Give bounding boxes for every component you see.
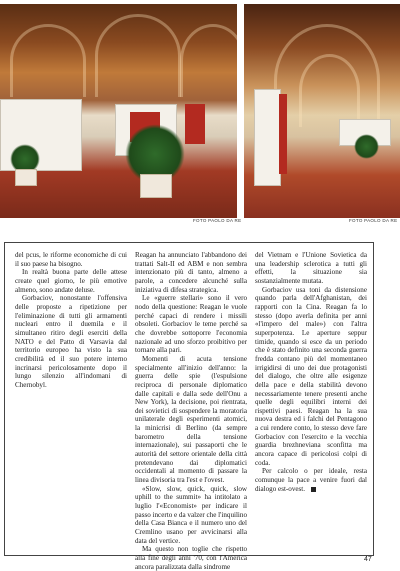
paragraph: del Vietnam e l'Unione Sovietica da una leadership sclerotica a tutti gli effetti, la situazione sia sostanzialmente mutata. (255, 251, 367, 285)
photo-credit-left: FOTO PAOLO DA RE (193, 218, 242, 223)
paragraph: Momenti di acuta tensione specialmente all'inizio dell'anno: la guerra delle spie (l'espulsione reciproca di personale diplomatico dalle capitali e dalla sede dell'Onu a New York), la decisione, poi rientrata, dei sovietici di sospendere la moratoria unilaterale degli esperimenti atomici, la minicrisi di Berlino (da sempre barometro della tensione internazionale), sui passaporti che le autorità del settore orientale della città pretendevano dai diplomatici occidentali al momento di passare la linea divisoria tra l'est e l'ovest. (135, 354, 247, 485)
exhibit-panel (254, 89, 281, 186)
paragraph: Reagan ha annunciato l'abbandono dei trattati Salt-II ed ABM e non sembra intenzionato più di tanto, almeno a parole, a concedere alcunché sulla iniziativa di difesa strategica. (135, 251, 247, 294)
arch-shape (10, 24, 86, 97)
closing-paragraph-text: Per calcolo o per ideale, resta comunque la pace a venire fuori dal dialogo est-ovest. (255, 467, 367, 493)
exhibit-stand (279, 94, 287, 174)
paragraph: In realtà buona parte delle attese create quel giorno, le più emotive almeno, sono andate deluse. (15, 268, 127, 294)
potted-plant (354, 134, 379, 159)
paragraph: Gorbaciov usa toni da distensione quando parla dell'Afghanistan, dei rapporti con la Cina. Reagan fa lo stesso (dopo averla definita per anni «l'impero del male») con l'altra superpotenza. Le aperture seppur timide, quando si esce da un periodo che è stato definito una seconda guerra fredda contano più del momentaneo irrigidirsi di uno dei due protagonisti del dialogo, che oltre alle esigenze della pace e della stabilità devono necessariamente tenere presenti anche quelle degli equilibri interni dei rispettivi paesi. Reagan ha la sua nuova destra ed i falchi del Pentagono a cui rendere conto, lo stesso deve fare Gorbaciov con l'esercito e la vecchia guardia brezhneviana sconfitta ma ancora capace di pericolosi colpi di coda. (255, 285, 367, 467)
photo-exhibition-hall-right (244, 4, 400, 218)
arch-shape (180, 24, 237, 97)
photo-credit-right: FOTO PAOLO DA RE (349, 218, 398, 223)
photo-exhibition-hall-left (0, 4, 237, 218)
text-column-3 (255, 251, 367, 493)
arch-shape (95, 14, 181, 97)
paragraph: del pcus, le riforme economiche di cui il suo paese ha bisogno. (15, 251, 127, 268)
paragraph: «Slow, slow, quick, quick, slow uphill to the summit» ha intitolato a luglio l'«Economist» per indicare il passo incerto e da valzer che l'inquilino della Casa Bianca e il numero uno del Cremlino usano per avvicinarsi alla data del vertice. (135, 484, 247, 545)
paragraph: Ma questo non toglie che rispetto alla fine degli anni '70, con l'America ancora paralizzata dalla sindrome (135, 545, 247, 571)
page-number: 47 (364, 556, 372, 563)
text-column-2 (135, 251, 247, 571)
end-of-article-mark (311, 487, 316, 492)
plant-pot (15, 169, 37, 186)
paragraph: Gorbaciov, nonostante l'offensiva delle proposte a ripetizione per l'eliminazione di tutti gli armamenti nucleari entro il duemila e il simultaneo ritiro degli eserciti della NATO e del Patto di Varsavia dal territorio europeo ha visto la sua credibilità ed il suo potere interno incrinarsi pericolosamente dopo il lungo silenzio all'indomani di Chernobyl. (15, 294, 127, 389)
arch-shape (299, 54, 360, 127)
plant-pot (140, 174, 172, 198)
paragraph: Le «guerre stellari» sono il vero nodo della questione: Reagan le vuole perché capaci di rendere i missili obsoleti. Gorbaciov le teme perché sa che dovrebbe sottoporre l'economia nazionale ad uno sforzo proibitivo per tornare alla pari. (135, 294, 247, 355)
text-column-1 (15, 251, 127, 390)
paragraph (255, 467, 367, 493)
exhibit-poster (185, 104, 205, 144)
